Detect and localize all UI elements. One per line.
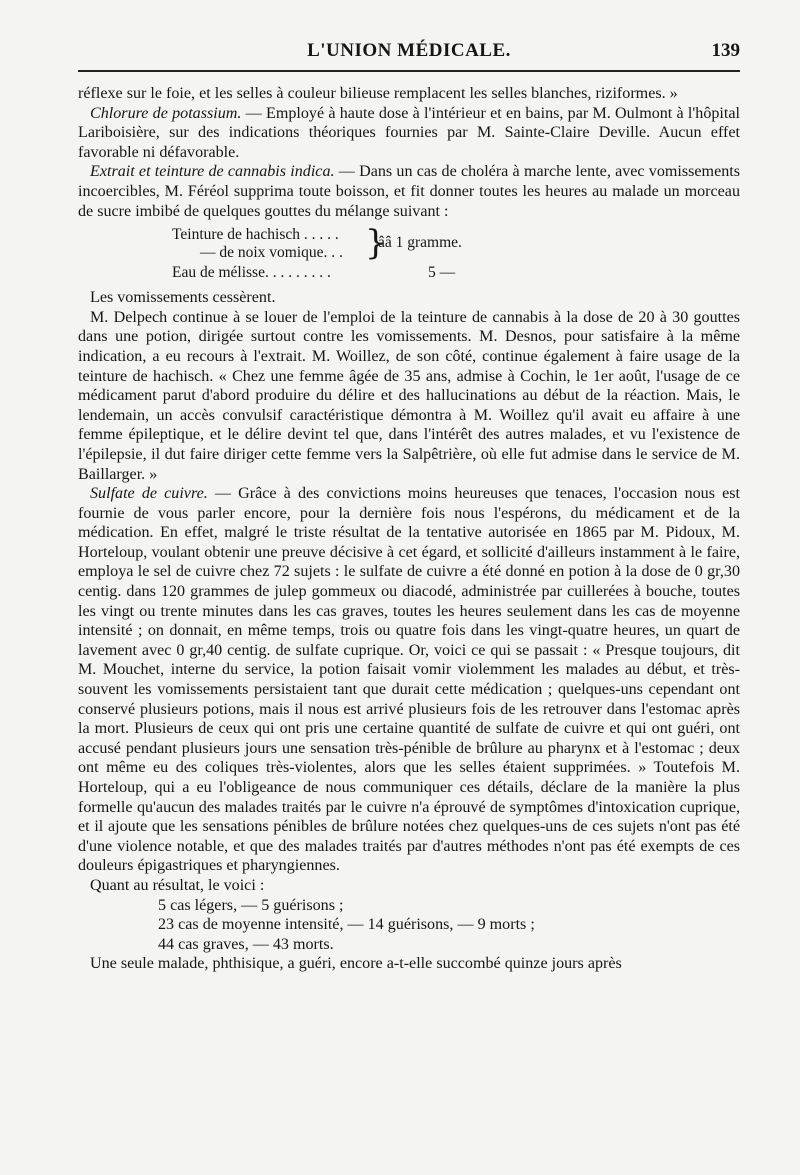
paragraph-vomissements: Les vomissements cessèrent. [90, 289, 276, 307]
result-line-moyenne: 23 cas de moyenne intensité, — 14 guérisons, — 9 morts ; [158, 916, 535, 934]
paragraph-sulfate-text: — Grâce à des convictions moins heureuses que tenaces, l'occasion nous est fournie de vous parler encore, pour la dernière fois nous l'espérons, du médicament et de la médication. En effet, malgré le triste résultat de la tentative autorisée en 1865 par M. Pidoux, M. Horteloup, voulant obtenir une preuve décisive à cet égard, et sollicité d'ailleurs instamment à le faire, employa le sel de cuivre chez 72 sujets : le sulfate de cuivre a été donné en potion à la dose de 0 gr,30 centig. dans 120 grammes de julep gommeux ou diacodé, administrée par cuillerées à bouche, toutes les vingt ou trente minutes dans les cas graves, toutes les heures seulement dans les cas de moyenne intensité ; on donnait, en même temps, trois ou quatre fois dans les vingt-quatre heures, un quart de lavement avec 0 gr,40 centig. de sulfate cuprique. Or, voici ce qui se passait : « Presque toujours, dit M. Mouchet, interne du service, la potion faisait vomir violemment les malades au début, et très-souvent les vomissements persistaient tant que durait cette médication ; quelques-uns cependant ont conservé plusieurs potions, mais il nous est arrivé plusieurs fois de les retrouver dans l'estomac après la mort. Plusieurs de ceux qui ont pris une certaine quantité de sulfate de cuivre et qui ont guéri, ont accusé pendant plusieurs jours une sensation très-pénible de brûlure au pharynx et à l'estomac ; deux ont même eu des coliques très-violentes, alors que les selles étaient supprimées. » Toutefois M. Horteloup, qui a eu l'obligeance de nous communiquer ces détails, déclare de la manière la plus formelle qu'aucun des malades traités par le cuivre n'a éprouvé de symptômes d'intoxication cuprique, et il ajoute que les sensations pénibles de brûlure notées chez quelques-uns de ces sujets n'ont pas été d'une violence notable, et que des malades traités par d'autres méthodes n'ont pas été exempts de ces douleurs épigastriques et pharyngiennes. [78, 485, 740, 875]
paragraph-phthisique: Une seule malade, phthisique, a guéri, encore a-t-elle succombé quinze jours après [90, 955, 622, 973]
running-head: L'UNION MÉDICALE. [307, 40, 511, 61]
paragraph-cannabis [78, 162, 740, 221]
paragraph-sulfate [78, 484, 740, 876]
result-line-legers: 5 cas légers, — 5 guérisons ; [158, 896, 344, 914]
result-line-graves: 44 cas graves, — 43 morts. [158, 935, 334, 953]
formula-quantity-aa: ââ 1 gramme. [378, 234, 462, 252]
prescription-formula [78, 223, 740, 285]
formula-brace: } [365, 223, 387, 264]
formula-line-melisse: Eau de mélisse. . . . . . . . . [172, 264, 331, 282]
paragraph-chlorure [78, 104, 740, 163]
section-title-sulfate: Sulfate de cuivre. [90, 485, 208, 503]
paragraph-cannabis-text: — Dans un cas de choléra à marche lente, avec vomissements incoercibles, M. Féréol supprima toute boisson, et fit donner toutes les heures au malade un morceau de sucre imbibé de quelques gouttes du mélange suivant : [78, 163, 740, 220]
formula-quantity-melisse: 5 — [428, 264, 456, 282]
section-title-cannabis: Extrait et teinture de cannabis indica. [90, 163, 335, 181]
paragraph-resultat: Quant au résultat, le voici : [90, 876, 265, 894]
body-text [78, 84, 740, 974]
page-number: 139 [711, 40, 740, 61]
formula-line-hachisch: Teinture de hachisch . . . . . [172, 226, 339, 244]
formula-line-noix-vomique: — de noix vomique. . . [200, 244, 343, 262]
paragraph-reflexe: réflexe sur le foie, et les selles à couleur bilieuse remplacent les selles blanches, riziformes. » [78, 85, 678, 102]
paragraph-chlorure-text: — Employé à haute dose à l'intérieur et en bains, par M. Oulmont à l'hôpital Lariboisière, sur des indications théoriques fournies par M. Sainte-Claire Deville. Aucun effet favorable ni défavorable. [78, 104, 740, 161]
section-title-chlorure: Chlorure de potassium. [90, 104, 242, 122]
page-header [78, 34, 740, 72]
paragraph-delpech: M. Delpech continue à se louer de l'emploi de la teinture de cannabis à la dose de 20 à 30 gouttes dans une potion, dirigée surtout contre les vomissements. M. Desnos, pour satisfaire à la même indication, a eu recours à l'extrait. M. Woillez, de son côté, continue également à faire usage de la teinture de hachisch. « Chez une femme âgée de 35 ans, admise à Cochin, le 1er août, l'usage de ce médicament parut d'abord produire du délire et des hallucinations au début de la réaction. Mais, le lendemain, un accès convulsif caractéristique démontra à M. Woillez qu'il avait eu affaire à une femme épileptique, et le délire devint tel que, dans l'intérêt des autres malades, et vu l'existence de l'épilepsie, il dut faire diriger cette femme vers la Salpêtrière, où elle fut admise dans le service de M. Baillarger. » [78, 308, 740, 483]
